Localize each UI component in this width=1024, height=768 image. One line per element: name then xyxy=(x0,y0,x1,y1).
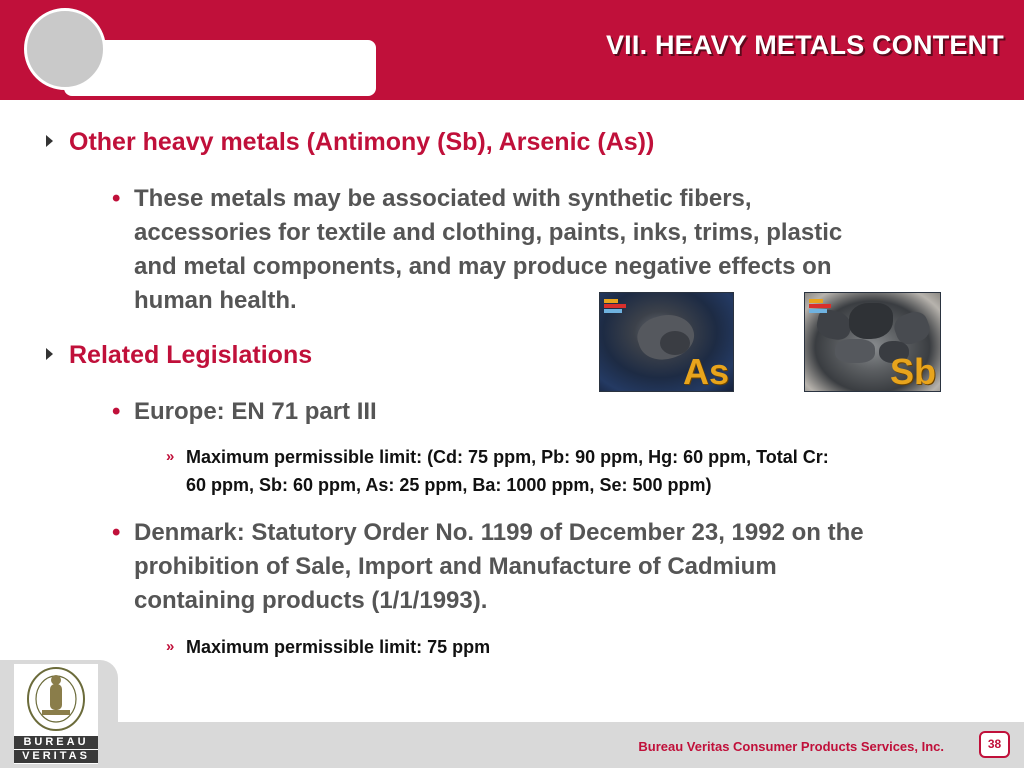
logo-text-line2: VERITAS xyxy=(14,750,98,763)
bullet-line: prohibition of Sale, Import and Manufacture of Cadmium xyxy=(134,553,777,580)
header-title-box xyxy=(64,40,376,96)
bullet-europe xyxy=(112,395,377,429)
sub-bullet-denmark-limit xyxy=(166,633,490,661)
arsenic-label: As xyxy=(682,351,729,392)
bullet-text: Europe: EN 71 part III xyxy=(134,398,377,425)
page-number-badge: 38 xyxy=(979,731,1010,758)
bullet-line: containing products (1/1/1993). xyxy=(134,587,488,614)
antimony-label: Sb xyxy=(889,351,936,392)
arrow-bullet-icon xyxy=(46,135,53,147)
arsenic-photo xyxy=(599,292,734,392)
bullet-line: Denmark: Statutory Order No. 1199 of December 23, 1992 on the xyxy=(134,519,864,546)
logo-seal-icon xyxy=(14,664,98,734)
element-flag-icon xyxy=(604,299,626,313)
sub-bullet-europe-limit xyxy=(166,443,829,499)
bullet-line: These metals may be associated with synthetic fibers, xyxy=(134,185,752,212)
sub-bullet-text xyxy=(186,443,829,499)
arrow-bullet-icon xyxy=(46,348,53,360)
bullet-line: accessories for textile and clothing, paints, inks, trims, plastic xyxy=(134,219,843,246)
header-circle-decoration xyxy=(24,8,106,90)
bullet-text xyxy=(134,516,864,618)
section-heading-other-metals xyxy=(46,128,654,157)
bureau-veritas-logo xyxy=(14,664,98,764)
dot-bullet-icon: • xyxy=(112,519,121,546)
slide-title: VII. HEAVY METALS CONTENT xyxy=(605,30,1004,60)
bullet-line: and metal components, and may produce negative effects on xyxy=(134,253,832,280)
rock-shape xyxy=(835,339,875,363)
chevron-bullet-icon: » xyxy=(166,638,175,655)
section-heading-legislations xyxy=(46,341,312,370)
bullet-line: human health. xyxy=(134,287,297,314)
dot-bullet-icon: • xyxy=(112,185,121,212)
rock-shape xyxy=(849,303,893,339)
footer-company-name: Bureau Veritas Consumer Products Services, Inc. xyxy=(638,739,944,754)
antimony-photo xyxy=(804,292,941,392)
sub-bullet-line: Maximum permissible limit: (Cd: 75 ppm, Pb: 90 ppm, Hg: 60 ppm, Total Cr: xyxy=(186,447,829,467)
dot-bullet-icon: • xyxy=(112,398,121,425)
chevron-bullet-icon: » xyxy=(166,448,175,465)
heading-text: Related Legislations xyxy=(69,341,313,369)
heading-text: Other heavy metals (Antimony (Sb), Arsenic (As)) xyxy=(69,128,655,156)
bullet-denmark xyxy=(112,516,864,618)
sub-bullet-text: Maximum permissible limit: 75 ppm xyxy=(186,637,491,657)
bullet-text xyxy=(134,182,842,318)
element-flag-icon xyxy=(809,299,831,313)
logo-text-line1: BUREAU xyxy=(14,736,98,749)
sub-bullet-line: 60 ppm, Sb: 60 ppm, As: 25 ppm, Ba: 1000 ppm, Se: 500 ppm) xyxy=(186,475,712,495)
